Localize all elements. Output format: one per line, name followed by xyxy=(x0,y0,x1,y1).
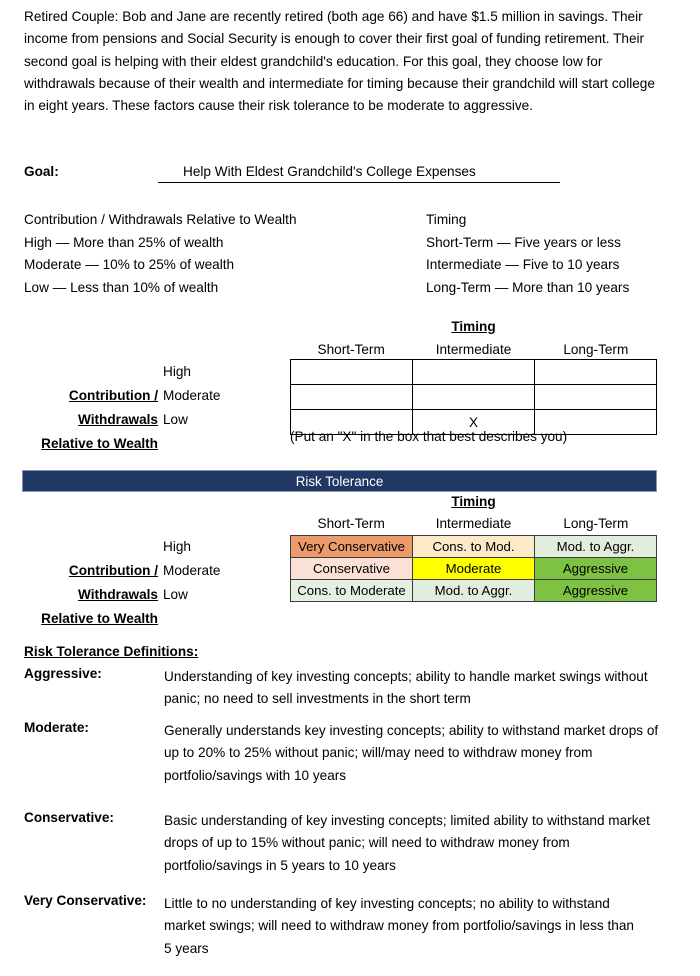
definition-term-very-conservative: Very Conservative: xyxy=(24,893,147,908)
selection-cell-high-intermediate[interactable] xyxy=(413,360,535,385)
goal-label: Goal: xyxy=(24,164,59,179)
risk-cell-low-short-term: Cons. to Moderate xyxy=(291,580,413,602)
selection-col-head-intermediate: Intermediate xyxy=(435,342,512,357)
selection-level-moderate: Moderate xyxy=(163,388,221,403)
definition-term-moderate: Moderate: xyxy=(24,720,89,735)
definition-term-aggressive: Aggressive: xyxy=(24,666,102,681)
selection-cell-moderate-intermediate[interactable] xyxy=(413,385,535,410)
selection-cell-high-short-term[interactable] xyxy=(291,360,413,385)
selection-level-high: High xyxy=(163,364,191,379)
risk-cell-moderate-short-term: Conservative xyxy=(291,558,413,580)
risk-cell-low-long-term: Aggressive xyxy=(535,580,657,602)
risk-row-axis-labels xyxy=(0,559,158,631)
selection-axis-label-contribution: Contribution / xyxy=(68,388,158,403)
selection-cell-low-intermediate[interactable]: X xyxy=(413,410,535,435)
risk-col-head-short-term: Short-Term xyxy=(317,516,385,531)
selection-row-levels xyxy=(163,360,220,432)
definition-body-aggressive: Understanding of key investing concepts; ability to handle market swings without panic; no need to sell investments in the short term xyxy=(164,669,648,707)
legend-line-low: Low — Less than 10% of wealth xyxy=(24,279,219,295)
legend-line-moderate: Moderate — 10% to 25% of wealth xyxy=(24,257,235,272)
goal-row xyxy=(24,164,668,186)
legend-line-high: High — More than 25% of wealth xyxy=(24,234,224,250)
legend-line-long-term: Long-Term — More than 10 years xyxy=(426,279,630,295)
legend-heading-timing: Timing xyxy=(426,212,467,227)
risk-cell-high-intermediate: Cons. to Mod. xyxy=(413,536,535,558)
definition-body-moderate: Generally understands key investing concepts; ability to withstand market drops of up to 20% to 25% without panic; will/may need to withdraw money from portfolio/savings with 10 years xyxy=(164,723,659,783)
legend-column-timing xyxy=(426,209,686,299)
risk-level-high: High xyxy=(163,539,191,554)
risk-col-head-long-term: Long-Term xyxy=(563,516,629,531)
selection-axis-label-relative-to-wealth: Relative to Wealth xyxy=(41,436,158,451)
table-row xyxy=(291,558,657,580)
selection-hint-text: (Put an "X" in the box that best describes you) xyxy=(290,429,568,444)
legend-column-contribution xyxy=(24,209,424,299)
risk-col-head-intermediate: Intermediate xyxy=(435,516,512,531)
definitions-title: Risk Tolerance Definitions: xyxy=(24,644,199,659)
risk-axis-label-withdrawals: Withdrawals xyxy=(78,587,158,602)
risk-axis-label-relative-to-wealth: Relative to Wealth xyxy=(41,611,158,626)
legend-heading-contribution: Contribution / Withdrawals Relative to Wealth xyxy=(24,212,297,227)
selection-cell-moderate-short-term[interactable] xyxy=(291,385,413,410)
risk-cell-high-short-term: Very Conservative xyxy=(291,536,413,558)
risk-row-levels xyxy=(163,535,220,607)
selection-column-headers xyxy=(290,342,657,357)
legend-line-intermediate: Intermediate — Five to 10 years xyxy=(426,257,620,272)
risk-column-headers xyxy=(290,516,657,531)
risk-timing-header: Timing xyxy=(451,494,496,509)
selection-timing-header: Timing xyxy=(451,319,496,334)
risk-cell-moderate-intermediate: Moderate xyxy=(413,558,535,580)
risk-level-low: Low xyxy=(163,587,188,602)
selection-cell-moderate-long-term[interactable] xyxy=(535,385,657,410)
risk-tolerance-banner: Risk Tolerance xyxy=(22,470,657,492)
selection-cell-high-long-term[interactable] xyxy=(535,360,657,385)
table-row xyxy=(291,580,657,602)
risk-cell-high-long-term: Mod. to Aggr. xyxy=(535,536,657,558)
selection-row-axis-labels xyxy=(0,384,158,456)
risk-cell-moderate-long-term: Aggressive xyxy=(535,558,657,580)
risk-axis-label-contribution: Contribution / xyxy=(68,563,158,578)
selection-level-low: Low xyxy=(163,412,188,427)
selection-col-head-short-term: Short-Term xyxy=(317,342,385,357)
legend-line-short-term: Short-Term — Five years or less xyxy=(426,234,621,250)
table-row xyxy=(291,385,657,410)
definition-body-conservative: Basic understanding of key investing concepts; limited ability to withstand market drops of up to 15% without panic; will need to withdraw money from portfolio/savings in 5 years to 10 years xyxy=(164,813,650,873)
risk-level-moderate: Moderate xyxy=(163,563,221,578)
table-row xyxy=(291,536,657,558)
definition-term-conservative: Conservative: xyxy=(24,810,114,825)
selection-axis-label-withdrawals: Withdrawals xyxy=(78,412,158,427)
risk-grid-table xyxy=(290,535,657,602)
goal-value-field[interactable]: Help With Eldest Grandchild's College Expenses xyxy=(158,164,560,183)
selection-col-head-long-term: Long-Term xyxy=(563,342,629,357)
intro-paragraph: Retired Couple: Bob and Jane are recently retired (both age 66) and have $1.5 million in savings. Their income from pensions and Social Security is enough to cover their first goal of funding retirement. Their second goal is helping with their eldest grandchild's education. For this goal, they choose low for withdrawals because of their wealth and intermediate for timing because their grandchild will start college in eight years. These factors cause their risk tolerance to be moderate to aggressive. xyxy=(24,9,655,114)
risk-cell-low-intermediate: Mod. to Aggr. xyxy=(413,580,535,602)
definition-body-very-conservative: Little to no understanding of key investing concepts; no ability to withstand market swings; will need to withdraw money from portfolio/savings in less than 5 years xyxy=(164,896,634,956)
selection-grid-table xyxy=(290,359,657,435)
table-row xyxy=(291,360,657,385)
